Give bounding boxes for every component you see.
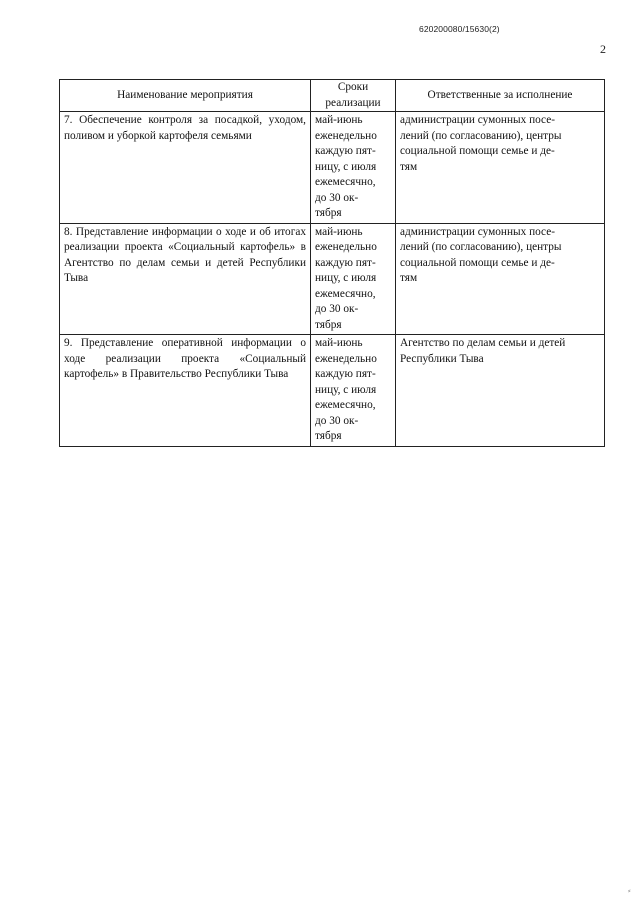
document-id: 620200080/15630(2) bbox=[419, 24, 500, 34]
responsible-cell: Агентство по делам семьи и детей Республики Тыва bbox=[396, 335, 605, 447]
timeline-cell: май-июнь еженедельно каждую пят- ницу, с июля ежемесячно, до 30 ок- тября bbox=[311, 112, 396, 224]
activity-name-cell: 7. Обеспечение контроля за посадкой, уходом, поливом и уборкой картофеля семьями bbox=[60, 112, 311, 224]
responsible-cell: администрации сумонных посе- лений (по согласованию), центры социальной помощи семье и де- тям bbox=[396, 112, 605, 224]
column-header-responsible: Ответственные за исполнение bbox=[396, 80, 605, 112]
responsible-cell: администрации сумонных посе- лений (по согласованию), центры социальной помощи семье и де- тям bbox=[396, 223, 605, 335]
table-row bbox=[60, 223, 605, 335]
table-row bbox=[60, 335, 605, 447]
column-header-activity: Наименование мероприятия bbox=[60, 80, 311, 112]
timeline-cell: май-июнь еженедельно каждую пят- ницу, с июля ежемесячно, до 30 ок- тября bbox=[311, 223, 396, 335]
table-header-row bbox=[60, 80, 605, 112]
corner-scan-mark: ⸗ bbox=[628, 886, 631, 895]
column-header-timeline: Сроки реализации bbox=[311, 80, 396, 112]
activity-name-cell: 9. Представление оперативной информации о ходе реализации проекта «Социальный картофель» в Правительство Республики Тыва bbox=[60, 335, 311, 447]
page-number: 2 bbox=[600, 42, 606, 56]
activity-name-cell: 8. Представление информации о ходе и об итогах реализации проекта «Социальный картофель» в Агентство по делам семьи и детей Республики Тыва bbox=[60, 223, 311, 335]
activities-table bbox=[59, 79, 605, 447]
table-row bbox=[60, 112, 605, 224]
timeline-cell: май-июнь еженедельно каждую пят- ницу, с июля ежемесячно, до 30 ок- тября bbox=[311, 335, 396, 447]
